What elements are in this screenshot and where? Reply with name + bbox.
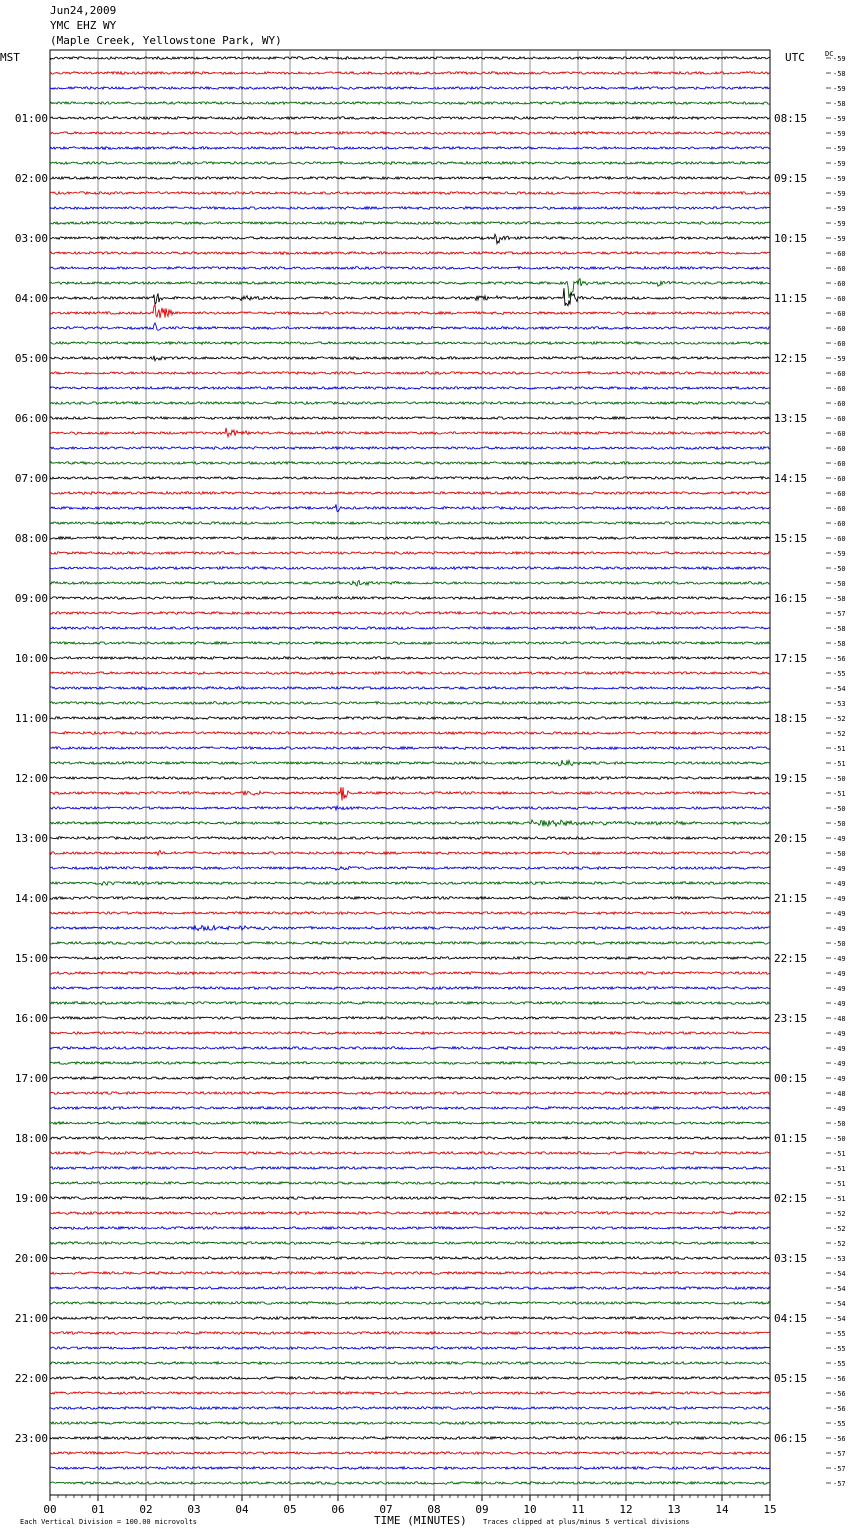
seismic-trace [50,234,770,243]
utc-hour-label: 17:15 [774,652,808,665]
seismic-trace [50,1152,770,1155]
dc-offset-label: -54 [833,685,846,693]
utc-hour-label: 20:15 [774,832,808,845]
dc-offset-label: -58 [833,70,846,78]
dc-offset-label: -58 [833,640,846,648]
seismic-trace [50,132,770,135]
utc-hour-label: 01:15 [774,1132,808,1145]
utc-hour-label: 09:15 [774,172,808,185]
mst-hour-label: 08:00 [14,532,48,545]
dc-offset-label: -60 [833,310,846,318]
seismic-trace [50,87,770,90]
seismic-trace [50,1077,770,1080]
utc-hour-label: 19:15 [774,772,808,785]
x-tick-label: 10 [523,1503,537,1516]
seismic-trace [50,732,770,735]
dc-offset-label: -53 [833,700,846,708]
dc-offset-label: -51 [833,1195,846,1203]
dc-offset-label: -60 [833,340,846,348]
seismic-trace [50,477,770,480]
dc-offset-label: -60 [833,490,846,498]
seismic-trace [50,162,770,165]
seismic-trace [50,1257,770,1260]
dc-offset-label: -59 [833,175,846,183]
seismic-traces [50,57,770,1485]
utc-hour-label: 00:15 [774,1072,808,1085]
seismic-trace [50,882,770,886]
seismic-trace [50,1452,770,1455]
dc-offset-label: -56 [833,1390,846,1398]
x-tick-label: 02 [139,1503,153,1516]
seismic-trace [50,387,770,390]
seismic-trace [50,447,770,450]
dc-offset-label: -49 [833,925,846,933]
dc-offset-label: -55 [833,1345,846,1353]
seismic-trace [50,1242,770,1245]
seismic-trace [50,1212,770,1215]
dc-offset-label: -49 [833,1045,846,1053]
dc-offset-label: -59 [833,130,846,138]
seismic-trace [50,580,770,586]
mst-hour-label: 22:00 [14,1372,48,1385]
seismic-trace [50,462,770,465]
utc-hour-label: 10:15 [774,232,808,245]
utc-hour-label: 06:15 [774,1432,808,1445]
seismic-trace [50,288,770,306]
seismic-trace [50,717,770,720]
dc-offset-label: -60 [833,370,846,378]
dc-offset-label: -60 [833,505,846,513]
dc-offset-label: -57 [833,610,846,618]
dc-offset-label: -56 [833,1375,846,1383]
seismic-trace [50,1197,770,1200]
seismic-trace [50,304,770,318]
seismic-trace [50,1482,770,1485]
x-tick-label: 00 [43,1503,57,1516]
seismic-trace [50,1422,770,1425]
dc-offset-label: -50 [833,805,846,813]
seismic-trace [50,552,770,555]
mst-hour-label: 19:00 [14,1192,48,1205]
dc-offset-label: -58 [833,100,846,108]
dc-offset-label: -60 [833,475,846,483]
dc-offset-label: -55 [833,670,846,678]
mst-hour-label: 14:00 [14,892,48,905]
clip-note: Traces clipped at plus/minus 5 vertical divisions [483,1518,690,1526]
mst-hour-label: 17:00 [14,1072,48,1085]
seismic-trace [50,867,770,871]
seismic-trace [50,912,770,915]
seismic-trace [50,1317,770,1320]
dc-offset-label: -58 [833,625,846,633]
x-axis-title: TIME (MINUTES) [374,1514,467,1527]
x-tick-label: 11 [571,1503,585,1516]
seismic-trace [50,1092,770,1095]
mst-hour-label: 11:00 [14,712,48,725]
mst-axis-label: MST [0,51,20,64]
dc-offset-label: -60 [833,280,846,288]
dc-offset-label: -60 [833,250,846,258]
dc-offset-label: -54 [833,1300,846,1308]
x-tick-label: 13 [667,1503,681,1516]
dc-offset-label: -60 [833,460,846,468]
dc-offset-label: -60 [833,295,846,303]
seismic-trace [50,1017,770,1020]
seismic-trace [50,760,770,766]
utc-hour-label: 15:15 [774,532,808,545]
seismic-trace [50,837,770,840]
seismic-trace [50,747,770,750]
seismic-trace [50,687,770,690]
x-tick-label: 09 [475,1503,489,1516]
dc-offset-label: -52 [833,730,846,738]
dc-offset-label: -60 [833,430,846,438]
dc-offset-label: -59 [833,190,846,198]
mst-hour-label: 20:00 [14,1252,48,1265]
plot-frame [50,50,770,1495]
seismic-trace [50,657,770,660]
seismic-trace [50,787,770,800]
mst-hour-label: 09:00 [14,592,48,605]
mst-hour-label: 13:00 [14,832,48,845]
dc-offset-label: -51 [833,790,846,798]
seismic-trace [50,252,770,255]
dc-offset-label: -52 [833,715,846,723]
dc-offset-label: -53 [833,1255,846,1263]
seismic-trace [50,597,770,600]
seismic-trace [50,642,770,645]
x-tick-label: 12 [619,1503,633,1516]
dc-offset-label: -50 [833,1135,846,1143]
mst-hour-label: 10:00 [14,652,48,665]
seismic-trace [50,323,770,330]
mst-hour-label: 18:00 [14,1132,48,1145]
utc-hour-label: 02:15 [774,1192,808,1205]
dc-offset-label: -50 [833,820,846,828]
utc-hour-label: 13:15 [774,412,808,425]
dc-offset-label: -56 [833,1405,846,1413]
mst-hour-label: 21:00 [14,1312,48,1325]
seismic-trace [50,1392,770,1395]
dc-offset-label: -59 [833,145,846,153]
seismic-trace [50,672,770,675]
dc-offset-label: -60 [833,325,846,333]
mst-hour-label: 03:00 [14,232,48,245]
utc-hour-label: 14:15 [774,472,808,485]
seismic-trace [50,1227,770,1230]
dc-offset-label: -55 [833,1420,846,1428]
seismic-trace [50,222,770,225]
dc-offset-label: -49 [833,955,846,963]
seismic-trace [50,972,770,975]
axis-labels [15,55,846,1516]
dc-offset-label: -59 [833,205,846,213]
mst-hour-label: 01:00 [14,112,48,125]
seismic-trace [50,1287,770,1290]
dc-offset-label: -49 [833,1000,846,1008]
seismic-trace [50,492,770,495]
seismic-trace [50,1467,770,1470]
mst-hour-label: 04:00 [14,292,48,305]
dc-offset-label: -60 [833,265,846,273]
dc-axis-label: DC [825,50,834,58]
dc-offset-label: -59 [833,235,846,243]
mst-hour-label: 12:00 [14,772,48,785]
utc-hour-label: 11:15 [774,292,808,305]
seismic-trace [50,1302,770,1305]
dc-offset-label: -60 [833,445,846,453]
dc-offset-label: -49 [833,1105,846,1113]
seismic-trace [50,192,770,195]
seismic-trace [50,1437,770,1440]
seismic-trace [50,1047,770,1050]
dc-offset-label: -60 [833,415,846,423]
seismic-trace [50,147,770,150]
dc-offset-label: -59 [833,220,846,228]
seismic-trace [50,1272,770,1275]
dc-offset-label: -60 [833,535,846,543]
dc-offset-label: -49 [833,880,846,888]
seismic-trace [50,1002,770,1005]
dc-offset-label: -59 [833,550,846,558]
seismic-trace [50,1137,770,1140]
dc-offset-label: -59 [833,85,846,93]
seismic-trace [50,428,770,437]
utc-hour-label: 23:15 [774,1012,808,1025]
seismic-trace [50,957,770,960]
dc-offset-label: -52 [833,1210,846,1218]
seismic-trace [50,72,770,75]
dc-offset-label: -52 [833,1225,846,1233]
dc-offset-label: -57 [833,1480,846,1488]
dc-offset-label: -59 [833,55,846,63]
dc-offset-label: -49 [833,970,846,978]
dc-offset-label: -54 [833,1315,846,1323]
dc-offset-label: -57 [833,1450,846,1458]
x-tick-label: 08 [427,1503,441,1516]
dc-offset-label: -60 [833,520,846,528]
dc-offset-label: -50 [833,565,846,573]
seismic-trace [50,267,770,270]
seismic-trace [50,1032,770,1035]
dc-offset-label: -48 [833,1015,846,1023]
seismic-trace [50,942,770,945]
seismic-trace [50,1062,770,1065]
dc-offset-label: -49 [833,1060,846,1068]
seismic-trace [50,177,770,180]
x-tick-label: 07 [379,1503,393,1516]
dc-offset-label: -49 [833,1075,846,1083]
seismic-trace [50,806,770,810]
dc-offset-label: -49 [833,910,846,918]
utc-hour-label: 03:15 [774,1252,808,1265]
seismic-trace [50,1332,770,1335]
seismic-trace [50,1407,770,1410]
utc-hour-label: 18:15 [774,712,808,725]
seismic-trace [50,1377,770,1380]
dc-offset-label: -50 [833,775,846,783]
utc-axis-label: UTC [785,51,805,64]
dc-offset-label: -49 [833,985,846,993]
mst-hour-label: 06:00 [14,412,48,425]
mst-hour-label: 02:00 [14,172,48,185]
location-label: (Maple Creek, Yellowstone Park, WY) [50,34,282,47]
seismic-trace [50,612,770,615]
dc-offset-label: -59 [833,115,846,123]
seismic-trace [50,926,770,931]
dc-offset-label: -52 [833,1240,846,1248]
dc-offset-label: -56 [833,655,846,663]
seismic-trace [50,567,770,570]
utc-hour-label: 22:15 [774,952,808,965]
dc-offset-label: -59 [833,355,846,363]
seismic-trace [50,627,770,630]
dc-offset-label: -49 [833,835,846,843]
date-label: Jun24,2009 [50,4,117,17]
x-tick-label: 03 [187,1503,201,1516]
seismic-trace [50,820,770,826]
mst-hour-label: 23:00 [14,1432,48,1445]
seismic-trace [50,1362,770,1365]
seismic-trace [50,504,770,511]
x-tick-label: 06 [331,1503,345,1516]
station-label: YMC EHZ WY [50,19,117,32]
dc-offset-label: -55 [833,1360,846,1368]
seismic-trace [50,1167,770,1170]
seismic-trace [50,402,770,405]
dc-offset-label: -51 [833,1180,846,1188]
seismic-trace [50,537,770,540]
dc-offset-label: -50 [833,850,846,858]
x-tick-label: 05 [283,1503,297,1516]
dc-offset-label: -59 [833,160,846,168]
mst-hour-label: 07:00 [14,472,48,485]
seismic-trace [50,117,770,120]
seismic-trace [50,897,770,900]
dc-offset-label: -51 [833,1150,846,1158]
x-tick-label: 04 [235,1503,249,1516]
dc-offset-label: -60 [833,385,846,393]
dc-offset-label: -49 [833,1030,846,1038]
seismic-trace [50,987,770,990]
seismic-trace [50,1182,770,1185]
dc-offset-label: -54 [833,1285,846,1293]
seismic-trace [50,417,770,420]
seismic-trace [50,57,770,60]
seismic-trace [50,1107,770,1110]
dc-offset-label: -50 [833,580,846,588]
dc-offset-label: -50 [833,1120,846,1128]
mst-hour-label: 05:00 [14,352,48,365]
dc-offset-label: -60 [833,400,846,408]
dc-offset-label: -55 [833,1330,846,1338]
seismic-trace [50,777,770,780]
dc-offset-label: -49 [833,895,846,903]
dc-offset-label: -51 [833,745,846,753]
dc-offset-label: -49 [833,865,846,873]
scale-note: Each Vertical Division = 100.00 microvolts [20,1518,198,1526]
utc-hour-label: 05:15 [774,1372,808,1385]
utc-hour-label: 04:15 [774,1312,808,1325]
dc-offset-label: -51 [833,1165,846,1173]
seismic-trace [50,851,770,856]
seismic-trace [50,702,770,705]
x-tick-label: 01 [91,1503,105,1516]
seismic-trace [50,207,770,210]
seismic-trace [50,342,770,345]
seismic-trace [50,1122,770,1125]
dc-offset-label: -58 [833,595,846,603]
dc-offset-label: -57 [833,1465,846,1473]
x-tick-label: 14 [715,1503,729,1516]
utc-hour-label: 16:15 [774,592,808,605]
mst-hour-label: 15:00 [14,952,48,965]
x-tick-label: 15 [763,1503,777,1516]
dc-offset-label: -56 [833,1435,846,1443]
dc-offset-label: -54 [833,1270,846,1278]
seismic-trace [50,522,770,525]
utc-hour-label: 12:15 [774,352,808,365]
seismic-trace [50,102,770,105]
seismic-trace [50,372,770,375]
mst-hour-label: 16:00 [14,1012,48,1025]
utc-hour-label: 21:15 [774,892,808,905]
utc-hour-label: 08:15 [774,112,808,125]
dc-offset-label: -51 [833,760,846,768]
seismic-trace [50,1347,770,1350]
dc-offset-label: -48 [833,1090,846,1098]
dc-offset-label: -50 [833,940,846,948]
seismic-trace [50,356,770,361]
